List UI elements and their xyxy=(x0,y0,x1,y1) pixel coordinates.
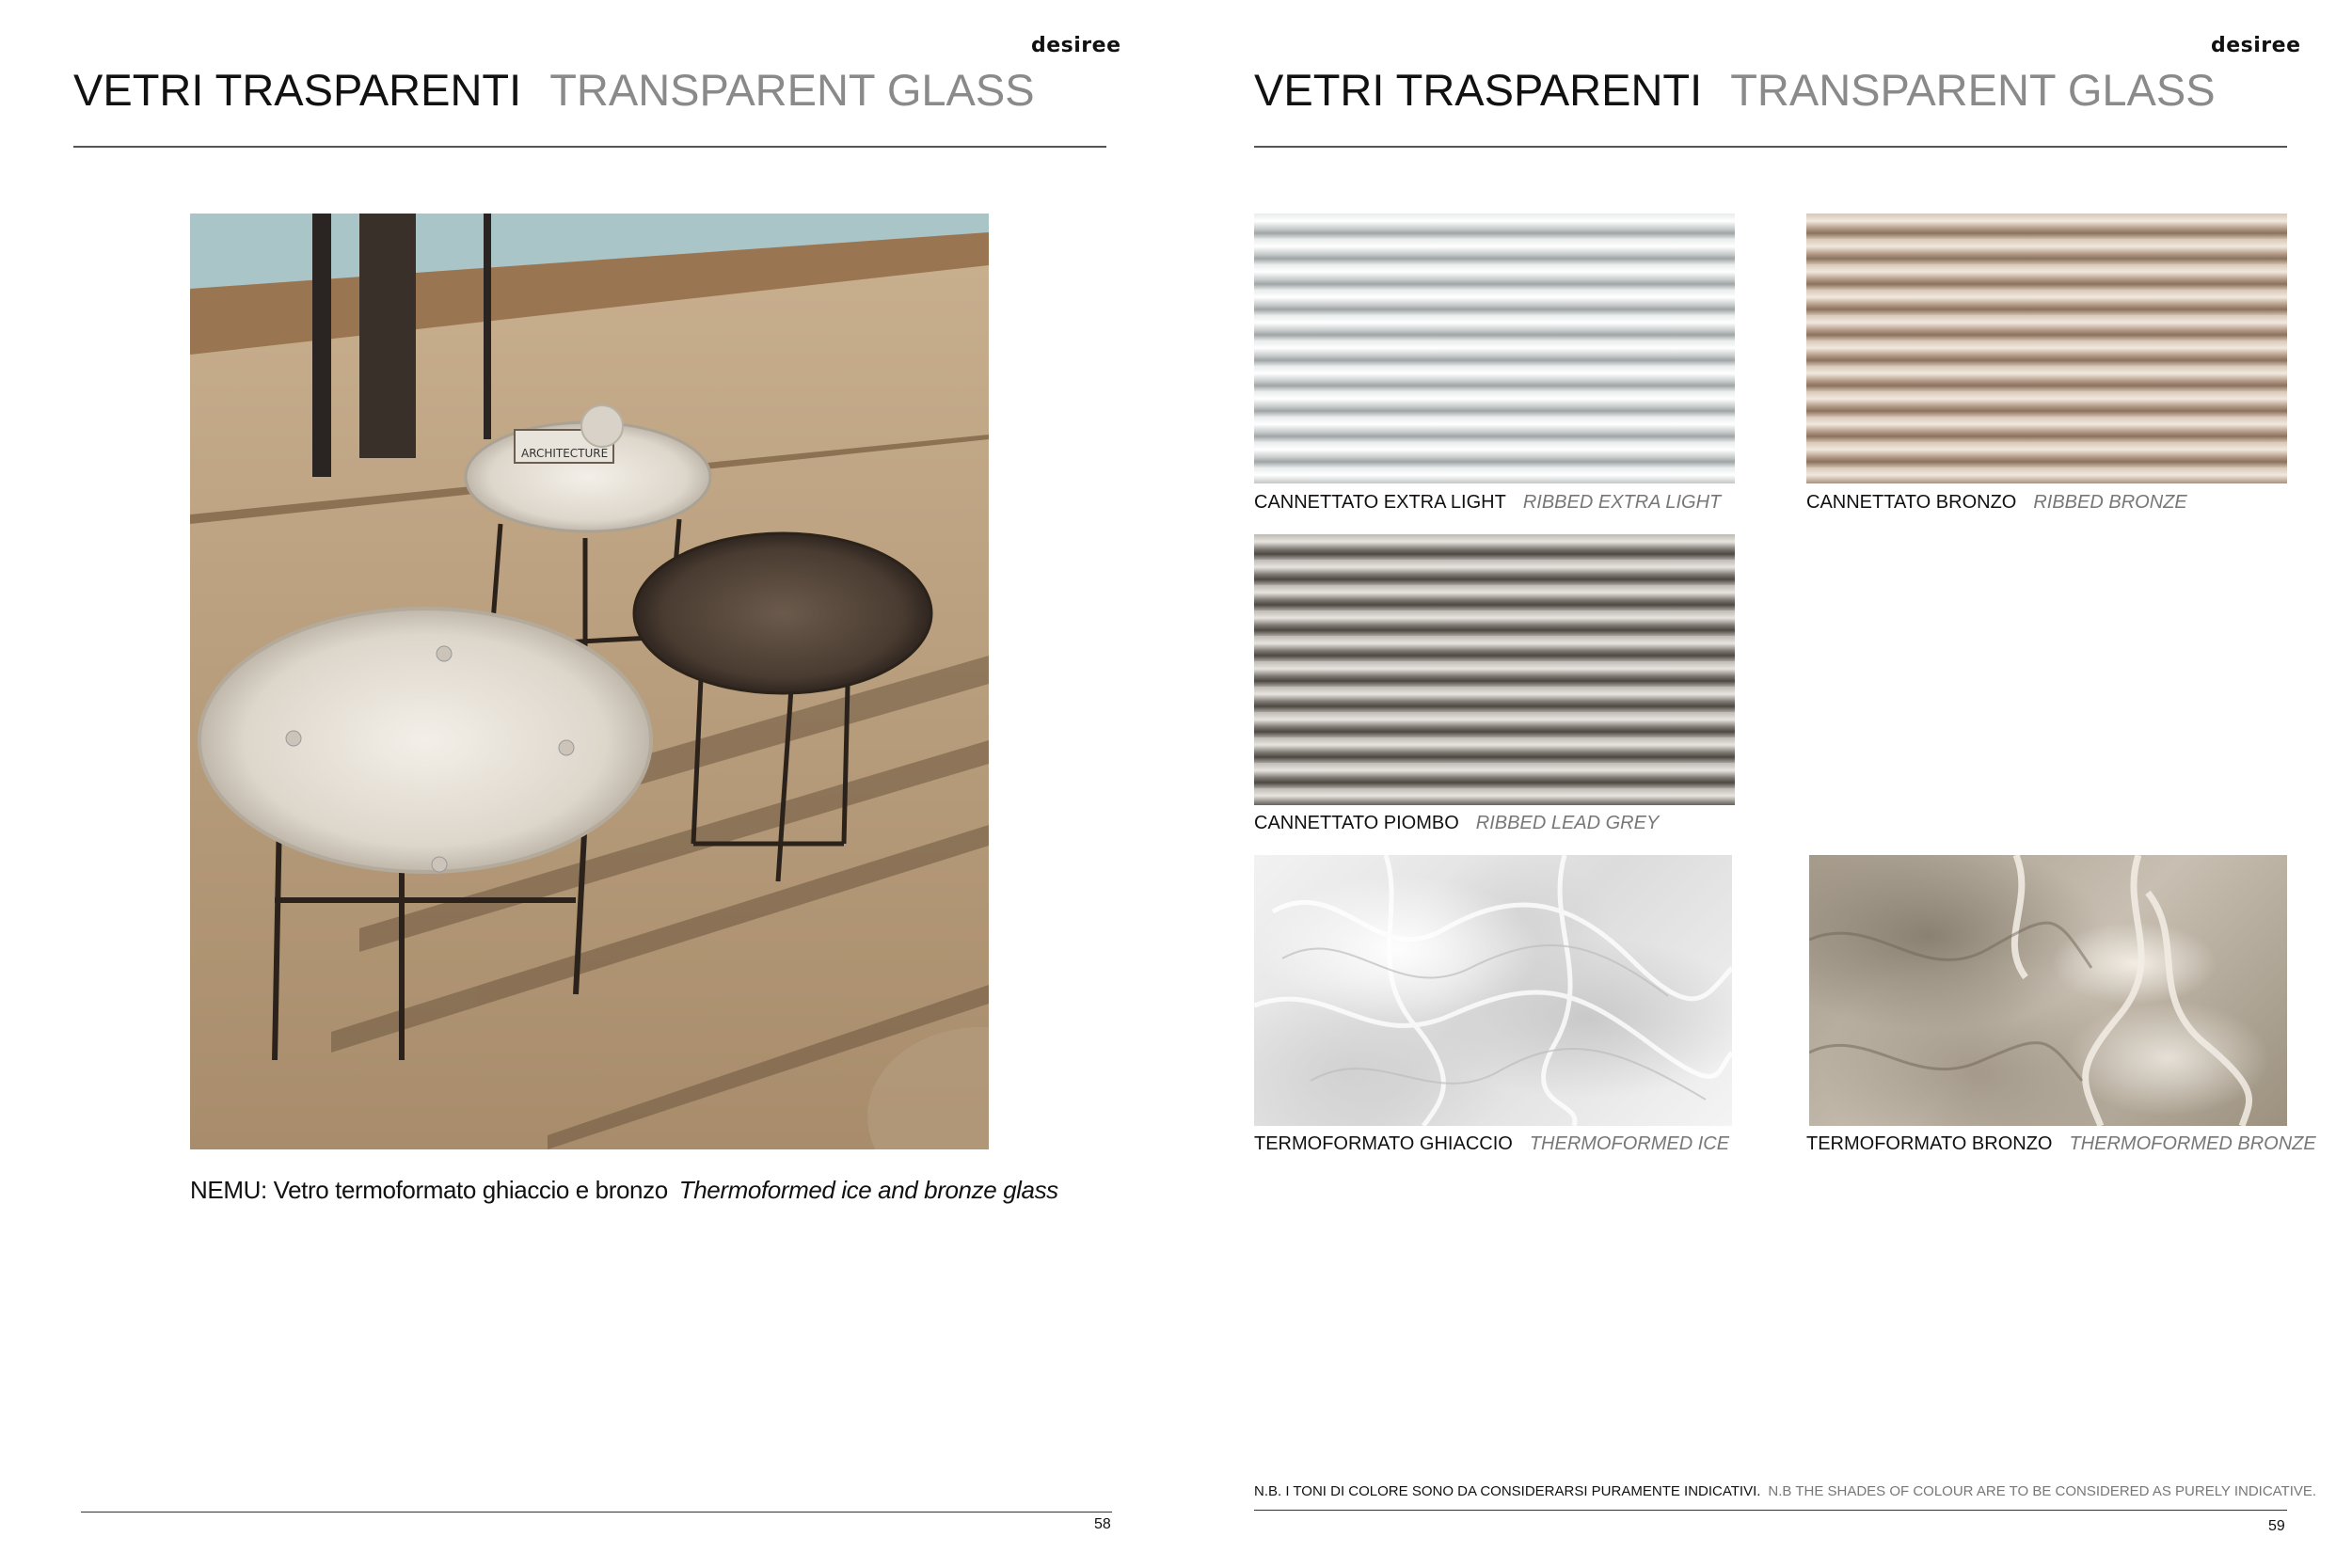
title-english: TRANSPARENT GLASS xyxy=(1730,65,2216,115)
swatch-label-english: RIBBED BRONZE xyxy=(2033,492,2187,513)
swatch-label-italian: CANNETTATO PIOMBO xyxy=(1254,813,1459,833)
page-number-left: 58 xyxy=(1094,1516,1111,1532)
book-spine-text: ARCHITECTURE xyxy=(521,447,609,460)
swatch-ribbed-lead-grey xyxy=(1254,534,1735,805)
brand-logo-left: desiree xyxy=(1031,34,1121,57)
swatch-label-english: RIBBED EXTRA LIGHT xyxy=(1522,492,1722,513)
swatch-label-english: RIBBED LEAD GREY xyxy=(1475,813,1660,833)
photo-caption xyxy=(190,1176,1058,1205)
page-number-right: 59 xyxy=(2268,1518,2285,1534)
title-italian: VETRI TRASPARENTI xyxy=(73,65,522,115)
swatch-ribbed-extra-light xyxy=(1254,214,1735,483)
header-rule-right xyxy=(1254,146,2287,148)
swatch-thermoformed-bronze xyxy=(1809,855,2287,1126)
swatch-caption xyxy=(1806,1133,2316,1155)
product-photo xyxy=(190,214,989,1149)
swatch-caption xyxy=(1254,492,1721,514)
page-title-right xyxy=(1254,64,2216,116)
photo-caption-english: Thermoformed ice and bronze glass xyxy=(678,1176,1058,1204)
swatch-ribbed-bronze xyxy=(1806,214,2287,483)
brand-logo-right: desiree xyxy=(2211,34,2301,57)
swatch-thermoformed-ice xyxy=(1254,855,1732,1126)
title-italian: VETRI TRASPARENTI xyxy=(1254,65,1703,115)
swatch-label-english: THERMOFORMED ICE xyxy=(1529,1133,1730,1154)
swatch-caption xyxy=(1254,1133,1729,1155)
swatch-label-italian: CANNETTATO EXTRA LIGHT xyxy=(1254,492,1506,513)
swatch-label-english: THERMOFORMED BRONZE xyxy=(2069,1133,2316,1154)
swatch-caption xyxy=(1806,492,2187,514)
colour-disclaimer-note xyxy=(1254,1483,2316,1499)
footer-rule-left xyxy=(81,1512,1112,1513)
swatch-label-italian: TERMOFORMATO GHIACCIO xyxy=(1254,1133,1513,1154)
page-title-left xyxy=(73,64,1035,116)
note-italian: N.B. I TONI DI COLORE SONO DA CONSIDERARSI PURAMENTE INDICATIVI. xyxy=(1254,1483,1761,1499)
title-english: TRANSPARENT GLASS xyxy=(549,65,1035,115)
note-english: N.B THE SHADES OF COLOUR ARE TO BE CONSIDERED AS PURELY INDICATIVE. xyxy=(1768,1483,2317,1499)
swatch-label-italian: CANNETTATO BRONZO xyxy=(1806,492,2017,513)
footer-rule-right xyxy=(1254,1510,2287,1511)
photo-caption-italian: NEMU: Vetro termoformato ghiaccio e bronzo xyxy=(190,1176,668,1204)
header-rule-left xyxy=(73,146,1106,148)
swatch-label-italian: TERMOFORMATO BRONZO xyxy=(1806,1133,2053,1154)
swatch-caption xyxy=(1254,813,1659,834)
